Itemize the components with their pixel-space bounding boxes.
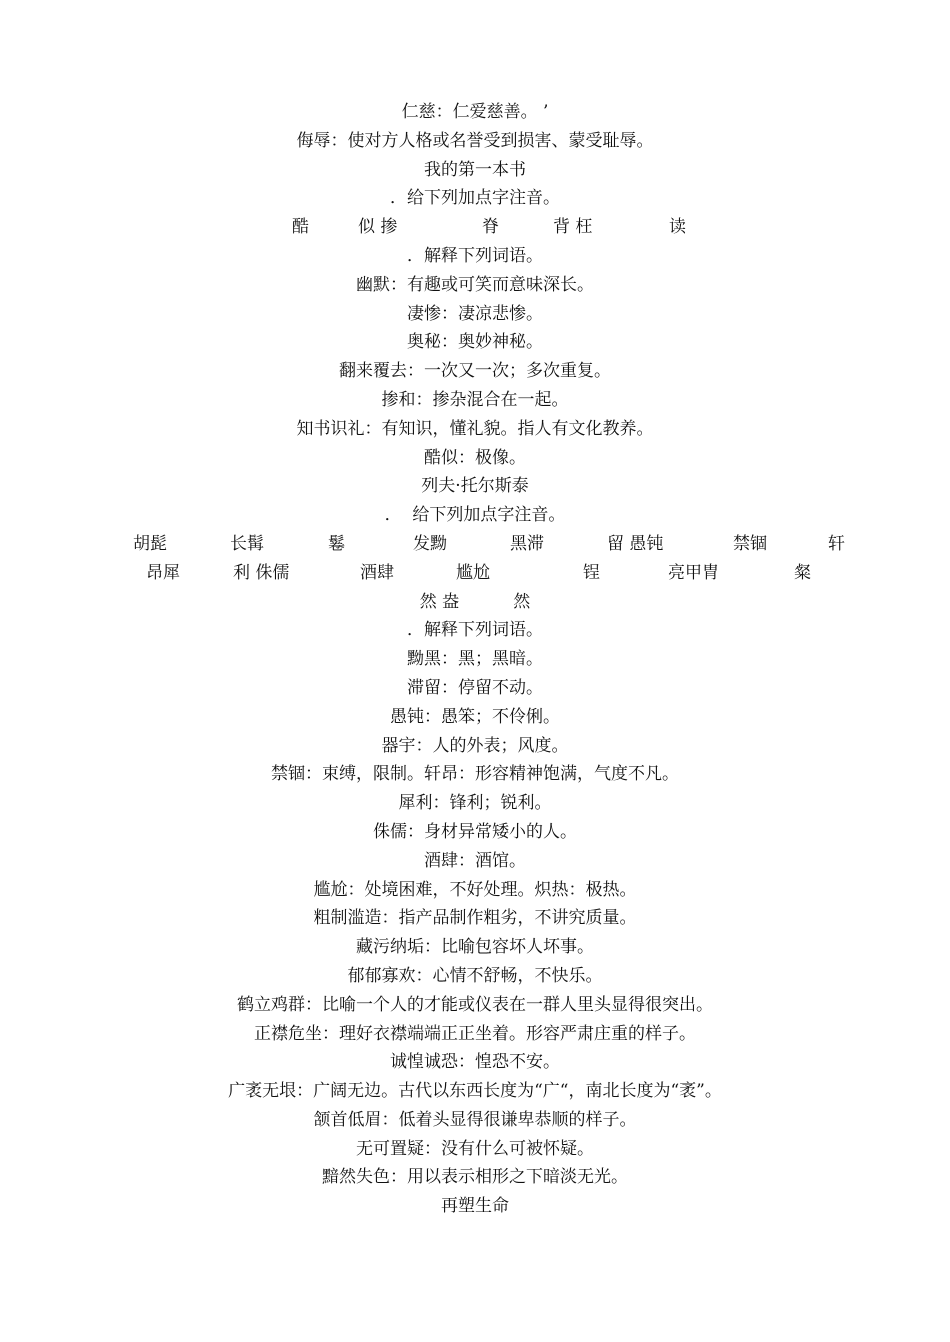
text-line: 无可置疑：没有什么可被怀疑。 [356, 1138, 594, 1159]
pinyin-exercise-row [0, 530, 950, 559]
text-line: 诚惶诚恐：惶恐不安。 [390, 1052, 560, 1073]
exercise-word: 背 枉 [553, 217, 593, 238]
exercise-word: 读 [669, 217, 686, 238]
text-line: 正襟危坐：理好衣襟端端正正坐着。形容严肃庄重的样子。 [254, 1023, 696, 1044]
text-line: 黯然失色：用以表示相形之下暗淡无光。 [322, 1167, 628, 1188]
text-line: 凄惨：凄凉悲惨。 [407, 303, 543, 324]
document-page [0, 98, 950, 1221]
exercise-word: 酒肆 [360, 562, 394, 583]
text-line: 侏儒：身材异常矮小的人。 [373, 821, 577, 842]
text-line: 仁慈：仁爱慈善。 ’ [401, 102, 549, 122]
exercise-word: 胡髭 [133, 533, 167, 554]
text-line: 尴尬：处境困难，不好处理。炽热：极热。 [313, 879, 637, 900]
text-line: 愚钝：愚笨；不伶俐。 [390, 706, 560, 727]
text-line: 广袤无垠：广阔无边。古代以东西长度为“广“，南北长度为“袤”。 [228, 1081, 722, 1102]
text-line: 我的第一本书 [424, 159, 526, 180]
exercise-word: 昂犀 [146, 562, 180, 583]
text-line: 酒肆：酒馆。 [424, 850, 526, 871]
text-line: ． 给下列加点字注音。 [384, 505, 566, 526]
exercise-word: 利 侏儒 [233, 562, 290, 583]
exercise-word: 亮甲胄 [668, 562, 719, 583]
text-line: 列夫·托尔斯泰 [421, 476, 529, 497]
text-line: 粗制滥造：指产品制作粗劣，不讲究质量。 [313, 908, 637, 929]
exercise-word: 禁锢 [733, 533, 767, 554]
text-line: 知书识礼：有知识，懂礼貌。指人有文化教养。 [296, 418, 654, 439]
exercise-word: 留 愚钝 [607, 533, 664, 554]
text-line: 奥秘：奥妙神秘。 [407, 332, 543, 353]
text-line: 再塑生命 [441, 1196, 509, 1217]
text-line: 酷似：极像。 [424, 447, 526, 468]
text-line: 犀利：锋利；锐利。 [398, 793, 552, 814]
exercise-word: 酷 [292, 217, 309, 238]
text-line: 滞留：停留不动。 [407, 677, 543, 698]
exercise-word: 长髯 [230, 533, 264, 554]
text-line: 郁郁寡欢：心情不舒畅，不快乐。 [347, 965, 603, 986]
exercise-word: 鬈 [328, 533, 345, 554]
pinyin-exercise-row [0, 213, 950, 242]
exercise-word: 锃 [583, 562, 600, 583]
text-line: 侮辱：使对方人格或名誉受到损害、蒙受耻辱。 [296, 130, 654, 151]
text-line: 藏污纳垢：比喻包容坏人坏事。 [356, 937, 594, 958]
text-line: 掺和：掺杂混合在一起。 [381, 389, 569, 410]
text-line: 幽默：有趣或可笑而意味深长。 [356, 274, 594, 295]
exercise-word: 脊 [482, 217, 499, 238]
text-line: 器宇：人的外表；风度。 [381, 735, 569, 756]
exercise-word: 粲 [794, 562, 811, 583]
exercise-word: 黑滞 [510, 533, 544, 554]
text-line: 颔首低眉：低着头显得很谦卑恭顺的样子。 [313, 1109, 637, 1130]
text-line: 然 盎 然 [419, 591, 531, 612]
text-line: 鹤立鸡群：比喻一个人的才能或仪表在一群人里头显得很突出。 [237, 994, 713, 1015]
exercise-word: 尴尬 [456, 562, 490, 583]
exercise-word: 似 掺 [358, 217, 398, 238]
text-line: 翻来覆去：一次又一次；多次重复。 [339, 361, 611, 382]
text-line: ．解释下列词语。 [407, 620, 543, 641]
text-line: ．给下列加点字注音。 [390, 188, 560, 209]
exercise-word: 轩 [828, 533, 845, 554]
pinyin-exercise-row [0, 559, 950, 588]
text-line: 黝黑：黑；黑暗。 [407, 649, 543, 670]
exercise-word: 发黝 [413, 533, 447, 554]
text-line: 禁锢：束缚，限制。轩昂：形容精神饱满，气度不凡。 [271, 764, 679, 785]
text-line: ．解释下列词语。 [407, 245, 543, 266]
